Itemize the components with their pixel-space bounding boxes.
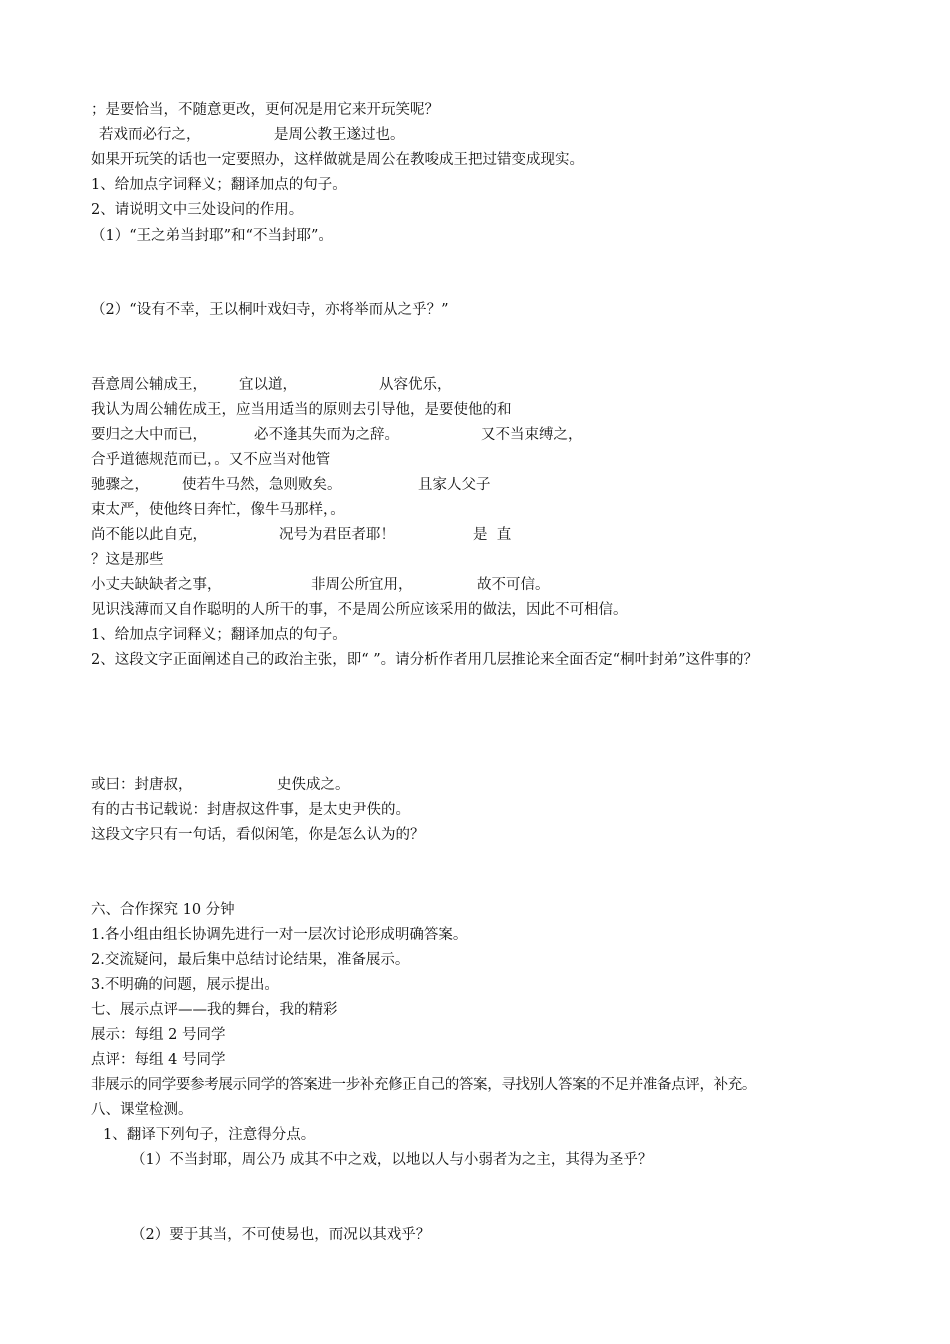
translation-line: 见识浅薄而又自作聪明的人所干的事，不是周公所应该采用的做法，因此不可相信。 [91, 602, 628, 618]
text-segment: 且家人父子 [418, 477, 491, 493]
translation-line: 束太严，使他终日奔忙，像牛马那样，。 [91, 502, 345, 518]
text-segment: 况号为君臣者耶！ [279, 527, 395, 543]
question-line: 1、给加点字词释义；翻译加点的句子。 [91, 177, 347, 193]
text-segment: 是 直 [473, 527, 512, 543]
text-segment: 或曰：封唐叔， [91, 777, 193, 793]
text-line: 非展示的同学要参考展示同学的答案进一步补充修正自己的答案，寻找别人答案的不足并准备点评，补充。 [91, 1077, 757, 1093]
text-segment: 又不当束缚之， [481, 427, 583, 443]
text-segment: 是周公教王遂过也。 [274, 127, 405, 143]
text-segment: 史佚成之。 [277, 777, 350, 793]
text-segment: 宜以道， [239, 377, 297, 393]
text-segment: 非周公所宜用， [311, 577, 413, 593]
translation-line: 我认为周公辅佐成王，应当用适当的原则去引导他，是要使他的和 [91, 402, 512, 418]
text-line: ；是要恰当，不随意更改，更何况是用它来开玩笑呢？ [91, 102, 439, 118]
question-line: 这段文字只有一句话，看似闲笔，你是怎么认为的？ [91, 827, 425, 843]
translation-line: ？这是那些 [91, 552, 164, 568]
section-heading: 七、展示点评——我的舞台，我的精彩 [91, 1002, 338, 1018]
question-line: 2、请说明文中三处设问的作用。 [91, 202, 304, 218]
question-line: 2、这段文字正面阐述自己的政治主张，即“ ”。请分析作者用几层推论来全面否定“桐叶封弟”这件事的？ [91, 652, 758, 668]
text-segment: 故不可信。 [477, 577, 550, 593]
text-segment: 使若牛马然，急则败矣。 [182, 477, 342, 493]
sub-question: （2）“设有不幸，王以桐叶戏妇寺，亦将举而从之乎？” [91, 302, 449, 318]
text-segment: 吾意周公辅成王， [91, 377, 207, 393]
text-segment: 小丈夫缺缺者之事， [91, 577, 222, 593]
text-line: 展示：每组 2 号同学 [91, 1027, 226, 1043]
text-segment: 从容优乐， [379, 377, 452, 393]
translation-line: 合乎道德规范而已，。又不应当对他管 [91, 452, 331, 468]
section-heading: 六、合作探究 10 分钟 [91, 902, 235, 918]
sub-question: （2）要于其当，不可使易也，而况以其戏乎？ [131, 1227, 431, 1243]
section-heading: 八、课堂检测。 [91, 1102, 193, 1118]
text-segment: 要归之大中而已， [91, 427, 207, 443]
question-line: 1、翻译下列句子，注意得分点。 [103, 1127, 316, 1143]
list-item: 2.交流疑问，最后集中总结讨论结果，准备展示。 [91, 952, 410, 968]
text-line: 如果开玩笑的话也一定要照办，这样做就是周公在教唆成王把过错变成现实。 [91, 152, 584, 168]
text-segment: 若戏而必行之， [99, 127, 201, 143]
question-line: 1、给加点字词释义；翻译加点的句子。 [91, 627, 347, 643]
text-segment: 驰骤之， [91, 477, 149, 493]
sub-question: （1）不当封耶，周公乃 成其不中之戏，以地以人与小弱者为之主，其得为圣乎？ [131, 1152, 653, 1168]
text-segment: 必不逢其失而为之辞。 [254, 427, 399, 443]
text-segment: 尚不能以此自克， [91, 527, 207, 543]
translation-line: 有的古书记载说：封唐叔这件事，是太史尹佚的。 [91, 802, 410, 818]
sub-question: （1）“王之弟当封耶”和“不当封耶”。 [91, 228, 333, 244]
list-item: 3.不明确的问题，展示提出。 [91, 977, 279, 993]
list-item: 1.各小组由组长协调先进行一对一层次讨论形成明确答案。 [91, 927, 468, 943]
text-line: 点评：每组 4 号同学 [91, 1052, 226, 1068]
